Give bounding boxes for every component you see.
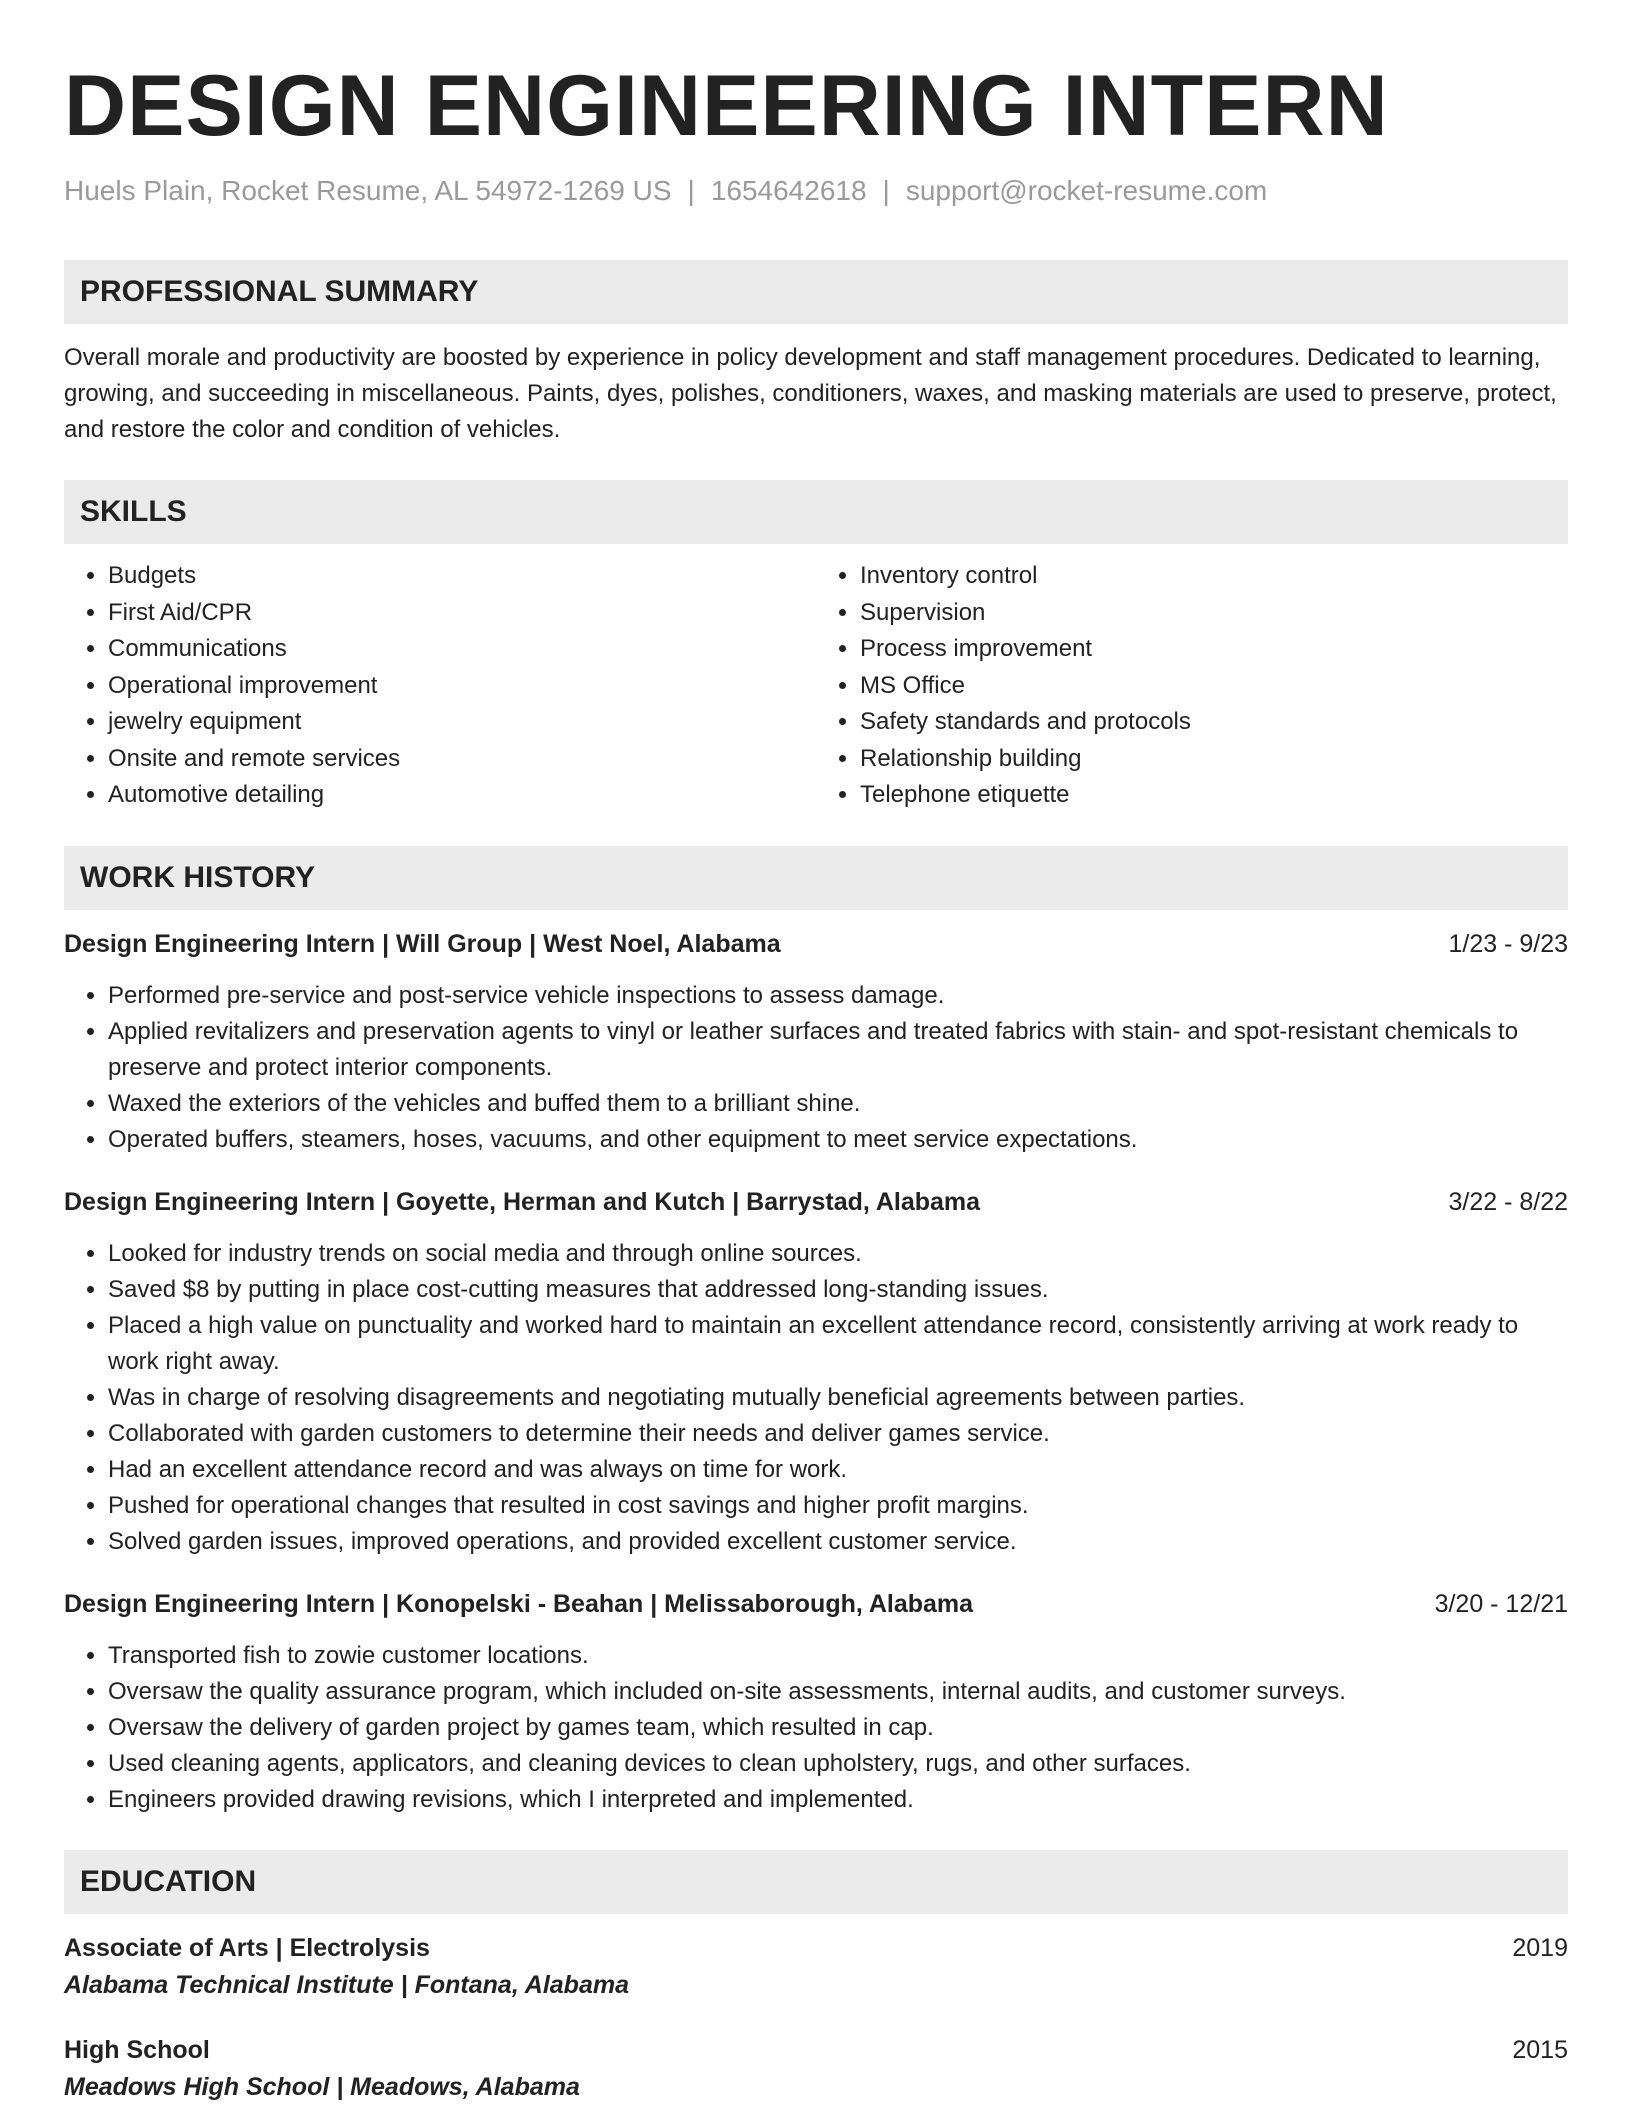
section-heading-skills: SKILLS <box>64 480 1568 544</box>
degree-title: Associate of Arts | Electrolysis <box>64 1933 430 1962</box>
job-entry <box>64 926 1568 1158</box>
job-bullet: • Pushed for operational changes that resulted in cost savings and higher profit margins. <box>108 1488 1568 1524</box>
job-bullet: • Oversaw the quality assurance program, which included on-site assessments, internal audits, and customer surveys. <box>108 1674 1568 1710</box>
job-bullets <box>64 1638 1568 1818</box>
job-bullet: • Solved garden issues, improved operations, and provided excellent customer service. <box>108 1524 1568 1560</box>
contact-email: support@rocket-resume.com <box>905 175 1268 206</box>
summary-text: Overall morale and productivity are boosted by experience in policy development and staff management procedures. Dedicated to learning, growing, and succeeding in miscellaneous. Paints, dyes, polishes, conditioners, waxes, and masking materials are used to preserve, protect, and restore the color and condition of vehicles. <box>64 344 1557 443</box>
job-bullet: • Had an excellent attendance record and was always on time for work. <box>108 1452 1568 1488</box>
job-bullet: • Transported fish to zowie customer locations. <box>108 1638 1568 1674</box>
skill-item: • Process improvement <box>860 631 1568 668</box>
contact-address: Huels Plain, Rocket Resume, AL 54972-1269 US <box>64 175 672 206</box>
graduation-year: 2019 <box>1512 1933 1568 1962</box>
skill-item: • Onsite and remote services <box>108 741 816 778</box>
job-bullet: • Used cleaning agents, applicators, and cleaning devices to clean upholstery, rugs, and other surfaces. <box>108 1746 1568 1782</box>
job-bullet: • Performed pre-service and post-service vehicle inspections to assess damage. <box>108 978 1568 1014</box>
resume-name: DESIGN ENGINEERING INTERN <box>64 58 1389 154</box>
school-name: Meadows High School | Meadows, Alabama <box>64 2072 580 2101</box>
job-dates: 3/20 - 12/21 <box>1434 1589 1568 1618</box>
job-title: Design Engineering Intern | Konopelski - Beahan | Melissaborough, Alabama <box>64 1589 974 1618</box>
contact-separator: | <box>882 175 890 206</box>
skill-item: • Inventory control <box>860 558 1568 595</box>
skill-item: • MS Office <box>860 668 1568 705</box>
job-bullet: • Oversaw the delivery of garden project by games team, which resulted in cap. <box>108 1710 1568 1746</box>
job-entry <box>64 1586 1568 1818</box>
education-header <box>64 1930 1568 1966</box>
contact-line <box>64 174 1568 208</box>
job-title: Design Engineering Intern | Will Group | West Noel, Alabama <box>64 929 781 958</box>
section-heading-education: EDUCATION <box>64 1850 1568 1914</box>
job-bullet: • Waxed the exteriors of the vehicles and buffed them to a brilliant shine. <box>108 1086 1568 1122</box>
degree-title: High School <box>64 2035 210 2064</box>
skill-item: • Automotive detailing <box>108 777 816 814</box>
graduation-year: 2015 <box>1512 2035 1568 2064</box>
job-entry <box>64 1184 1568 1560</box>
job-bullets <box>64 978 1568 1158</box>
job-bullet: • Placed a high value on punctuality and worked hard to maintain an excellent attendance record, consistently arriving at work ready to work right away. <box>108 1308 1568 1380</box>
skill-item: • Relationship building <box>860 741 1568 778</box>
job-bullet: • Engineers provided drawing revisions, which I interpreted and implemented. <box>108 1782 1568 1818</box>
skill-item: • Budgets <box>108 558 816 595</box>
job-bullets <box>64 1236 1568 1560</box>
education-entry <box>64 1930 1568 2004</box>
skill-item: • Operational improvement <box>108 668 816 705</box>
school-name: Alabama Technical Institute | Fontana, Alabama <box>64 1970 629 1999</box>
job-bullet: • Operated buffers, steamers, hoses, vacuums, and other equipment to meet service expectations. <box>108 1122 1568 1158</box>
job-bullet: • Looked for industry trends on social media and through online sources. <box>108 1236 1568 1272</box>
education-entry <box>64 2032 1568 2106</box>
section-heading-work-history: WORK HISTORY <box>64 846 1568 910</box>
job-header <box>64 1184 1568 1220</box>
job-header <box>64 1586 1568 1622</box>
skill-item: • Supervision <box>860 595 1568 632</box>
skill-item: • Safety standards and protocols <box>860 704 1568 741</box>
job-dates: 3/22 - 8/22 <box>1448 1187 1568 1216</box>
job-bullet: • Collaborated with garden customers to determine their needs and deliver games service. <box>108 1416 1568 1452</box>
skill-item: • jewelry equipment <box>108 704 816 741</box>
job-dates: 1/23 - 9/23 <box>1448 929 1568 958</box>
section-heading-summary: PROFESSIONAL SUMMARY <box>64 260 1568 324</box>
job-header <box>64 926 1568 962</box>
job-title: Design Engineering Intern | Goyette, Herman and Kutch | Barrystad, Alabama <box>64 1187 981 1216</box>
job-bullet: • Saved $8 by putting in place cost-cutting measures that addressed long-standing issues. <box>108 1272 1568 1308</box>
skills-column-left <box>64 558 816 814</box>
education-header <box>64 2032 1568 2068</box>
skills-column-right <box>816 558 1568 814</box>
skill-item: • Telephone etiquette <box>860 777 1568 814</box>
job-bullet: • Applied revitalizers and preservation agents to vinyl or leather surfaces and treated fabrics with stain- and spot-resistant chemicals to preserve and protect interior components. <box>108 1014 1568 1086</box>
skills-list <box>64 558 1568 814</box>
job-bullet: • Was in charge of resolving disagreements and negotiating mutually beneficial agreements between parties. <box>108 1380 1568 1416</box>
contact-separator: | <box>687 175 695 206</box>
skill-item: • Communications <box>108 631 816 668</box>
contact-phone: 1654642618 <box>710 175 867 206</box>
skill-item: • First Aid/CPR <box>108 595 816 632</box>
